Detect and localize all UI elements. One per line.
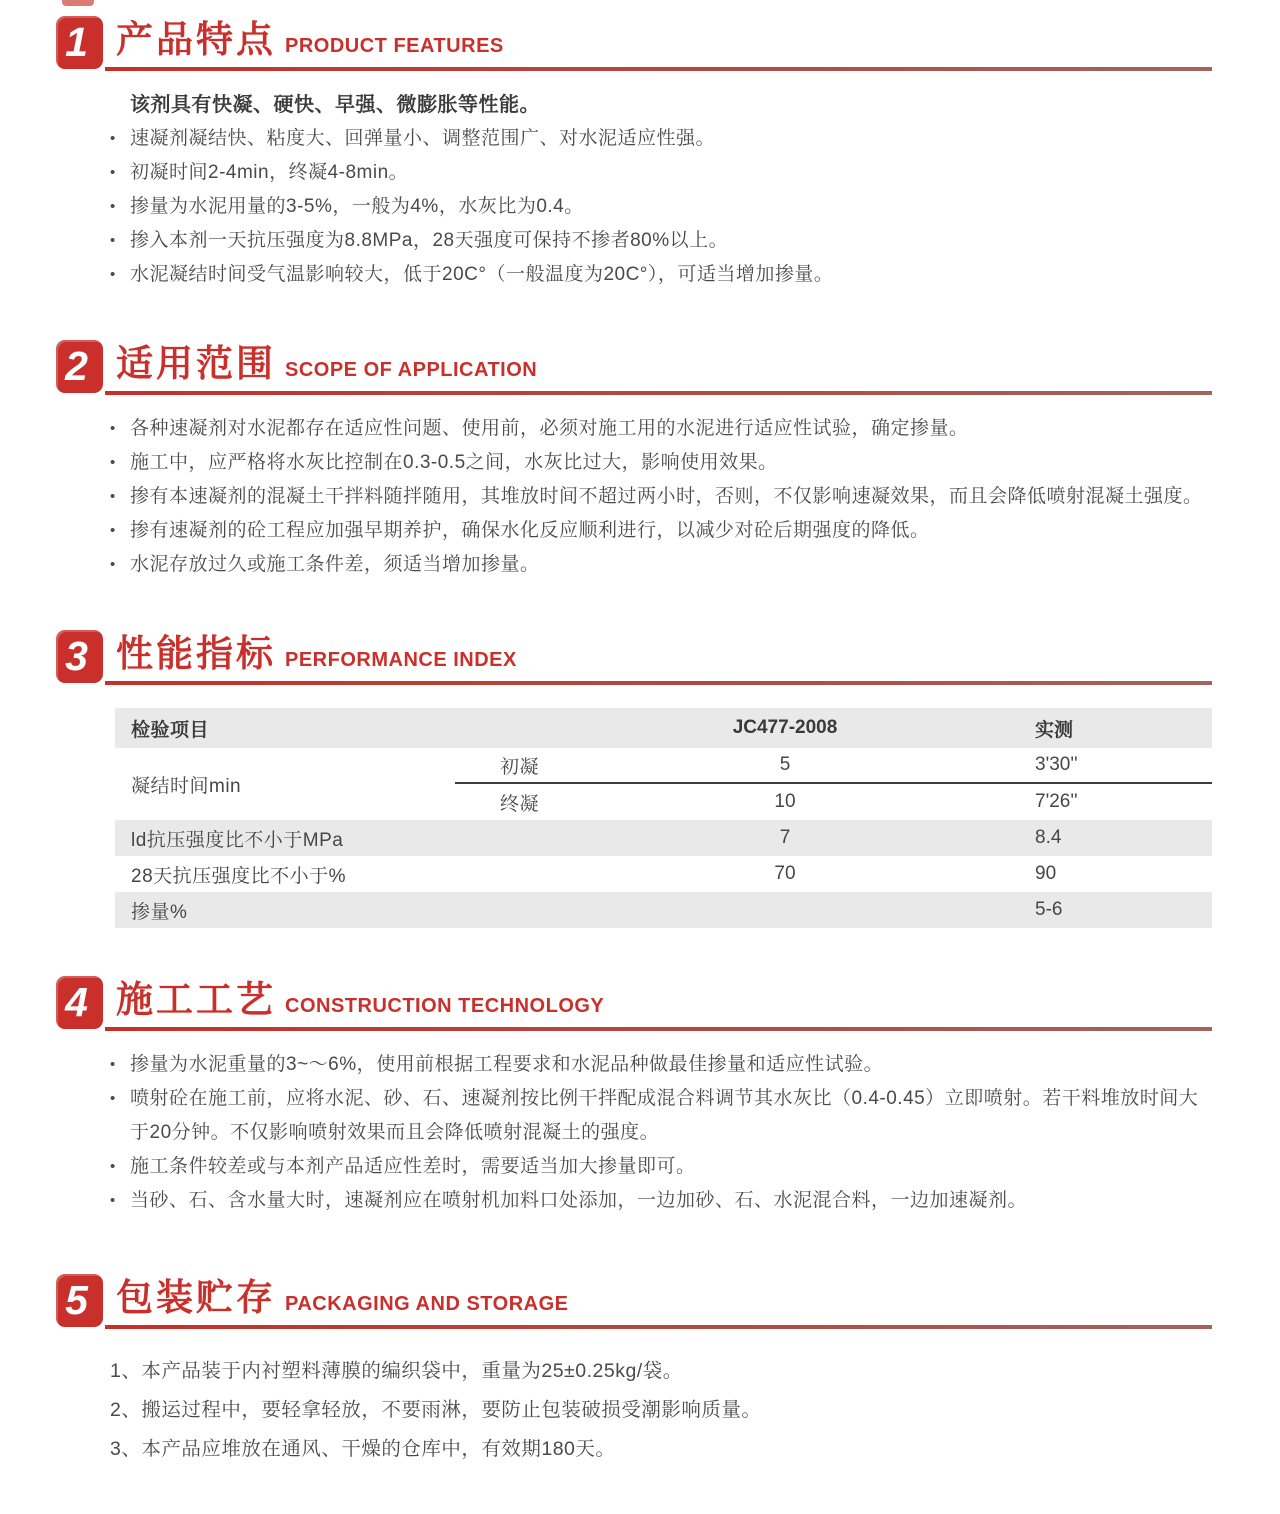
- numbered-item: 2、搬运过程中，要轻拿轻放，不要雨淋，要防止包装破损受潮影响质量。: [110, 1399, 762, 1421]
- bullet-text: 掺入本剂一天抗压强度为8.8MPa，28天强度可保持不掺者80%以上。: [130, 230, 729, 251]
- section-3-header: [56, 628, 1212, 686]
- list-item: [110, 548, 1210, 582]
- features-intro: 该剂具有快凝、硬快、早强、微膨胀等性能。: [130, 94, 540, 116]
- table-cell-measured-value: 8.4: [1035, 827, 1062, 848]
- table-header-jc477: JC477-2008: [732, 717, 838, 738]
- bullet-text: 水泥凝结时间受气温影响较大，低于20C°（一般温度为20C°），可适当增加掺量。: [130, 264, 834, 285]
- list-item: [110, 480, 1210, 514]
- bullet-dot: •: [110, 488, 116, 505]
- bullet-dot: •: [110, 198, 116, 215]
- section-title-en: PERFORMANCE INDEX: [285, 649, 517, 671]
- section-number: 5: [65, 1277, 88, 1323]
- section-number: 3: [65, 633, 88, 679]
- section-titles: [116, 333, 537, 387]
- bullet-text: 掺量为水泥重量的3~～6%，使用前根据工程要求和水泥品种做最佳掺量和适应性试验。: [130, 1054, 884, 1075]
- section-titles: [116, 1267, 568, 1321]
- table-row-initial-set: [455, 748, 1212, 784]
- table-cell-label: 掺量%: [131, 901, 188, 923]
- section-5-header: [56, 1272, 1212, 1330]
- bullet-dot: •: [110, 130, 116, 147]
- section-underline: [105, 1027, 1212, 1031]
- section-number-badge: [56, 16, 103, 69]
- table-header-measured: 实测: [1035, 719, 1074, 741]
- section-construction-technology: [0, 974, 1280, 1218]
- table-cell-label: ld抗压强度比不小于MPa: [131, 829, 344, 851]
- list-item: [110, 412, 1210, 446]
- numbered-item: 3、本产品应堆放在通风、干燥的仓库中，有效期180天。: [110, 1438, 616, 1460]
- section-scope-of-application: [0, 338, 1280, 582]
- table-header-row: [115, 708, 1212, 748]
- table-cell-measured-value: 90: [1035, 863, 1057, 884]
- bullet-text: 掺有本速凝剂的混凝土干拌料随拌随用，其堆放时间不超过两小时，否则，不仅影响速凝效果，而且会降低喷射混凝土强度。: [130, 486, 1203, 507]
- list-item: [110, 1184, 1210, 1218]
- section-5-body: [110, 1352, 1210, 1469]
- bullet-text: 掺有速凝剂的砼工程应加强早期养护，确保水化反应顺利进行，以减少对砼后期强度的降低。: [130, 520, 930, 541]
- table-cell-label: 28天抗压强度比不小于%: [131, 865, 347, 887]
- section-4-header: [56, 974, 1212, 1032]
- section-number: 4: [65, 979, 88, 1025]
- table-setting-time-block: [115, 748, 1212, 820]
- bullet-dot: •: [110, 1192, 116, 1209]
- section-title-zh: 包装贮存: [116, 1277, 276, 1318]
- bullet-dot: •: [110, 420, 116, 437]
- bullet-text: 掺量为水泥用量的3-5%，一般为4%，水灰比为0.4。: [130, 196, 584, 217]
- bullet-dot: •: [110, 454, 116, 471]
- section-title-en: SCOPE OF APPLICATION: [285, 359, 538, 381]
- bullet-dot: •: [110, 1158, 116, 1175]
- table-cell-measured-value: 5-6: [1035, 899, 1063, 920]
- table-cell-jc-value: 7: [779, 827, 791, 848]
- section-underline: [105, 681, 1212, 685]
- section-title-zh: 产品特点: [116, 19, 276, 60]
- section-2-body: [110, 412, 1210, 582]
- bullet-text: 喷射砼在施工前，应将水泥、砂、石、速凝剂按比例干拌配成混合料调节其水灰比（0.4-0.45）立即喷射。若干料堆放时间大于20分钟。不仅影响喷射效果而且会降低喷射混凝土的强度。: [130, 1088, 1199, 1143]
- bullet-text: 初凝时间2-4min，终凝4-8min。: [130, 162, 409, 183]
- section-number-badge: [56, 1274, 103, 1327]
- list-item: [110, 446, 1210, 480]
- bullet-text: 水泥存放过久或施工条件差，须适当增加掺量。: [130, 554, 540, 575]
- list-item: [110, 190, 1210, 224]
- table-cell-measured-value: 3'30'': [1035, 754, 1078, 775]
- section-title-zh: 施工工艺: [116, 979, 276, 1020]
- section-underline: [105, 391, 1212, 395]
- section-performance-index: [0, 628, 1280, 928]
- table-cell-jc-value: 10: [774, 791, 796, 812]
- table-cell-jc-value: 5: [779, 754, 791, 775]
- bullet-text: 当砂、石、含水量大时，速凝剂应在喷射机加料口处添加，一边加砂、石、水泥混合料，一边加速凝剂。: [130, 1190, 1028, 1211]
- bullet-dot: •: [110, 232, 116, 249]
- section-title-zh: 性能指标: [116, 633, 276, 674]
- bullet-text: 速凝剂凝结快、粘度大、回弹量小、调整范围广、对水泥适应性强。: [130, 128, 716, 149]
- bullet-dot: •: [110, 1056, 116, 1073]
- table-row-28d-strength: [115, 856, 1212, 892]
- section-4-body: [110, 1048, 1210, 1218]
- table-cell-jc-value: 70: [774, 863, 796, 884]
- list-item: [110, 1048, 1210, 1082]
- bullet-dot: •: [110, 522, 116, 539]
- section-number-badge: [56, 630, 103, 683]
- section-underline: [105, 67, 1212, 71]
- section-underline: [105, 1325, 1212, 1329]
- bullet-dot: •: [110, 1090, 116, 1107]
- list-item: [110, 224, 1210, 258]
- table-cell-sub-label: 终凝: [500, 793, 540, 815]
- bullet-dot: •: [110, 266, 116, 283]
- section-number-badge: [56, 340, 103, 393]
- section-product-features: [0, 14, 1280, 292]
- section-1-body: [110, 88, 1210, 292]
- section-title-en: PRODUCT FEATURES: [285, 35, 504, 57]
- list-item: [110, 122, 1210, 156]
- bullet-dot: •: [110, 556, 116, 573]
- list-item: [110, 156, 1210, 190]
- section-titles: [116, 9, 504, 63]
- section-titles: [116, 623, 517, 677]
- bullet-text: 施工中，应严格将水灰比控制在0.3-0.5之间，水灰比过大，影响使用效果。: [130, 452, 778, 473]
- table-row-final-set: [455, 784, 1212, 820]
- section-number-badge: [56, 976, 103, 1029]
- section-1-header: [56, 14, 1212, 72]
- numbered-item: 1、本产品装于内衬塑料薄膜的编织袋中，重量为25±0.25kg/袋。: [110, 1360, 683, 1382]
- section-packaging-storage: [0, 1272, 1280, 1469]
- list-item: [110, 258, 1210, 292]
- list-item: [110, 1082, 1210, 1150]
- section-titles: [116, 969, 604, 1023]
- table-header-item: 检验项目: [131, 719, 210, 741]
- list-item: [110, 514, 1210, 548]
- section-2-header: [56, 338, 1212, 396]
- section-number: 1: [65, 19, 88, 65]
- list-item: [110, 1150, 1210, 1184]
- bullet-text: 各种速凝剂对水泥都存在适应性问题、使用前，必须对施工用的水泥进行适应性试验，确定掺量。: [130, 418, 969, 439]
- section-title-en: CONSTRUCTION TECHNOLOGY: [285, 995, 605, 1017]
- table-cell-sub-label: 初凝: [500, 756, 540, 778]
- bullet-dot: •: [110, 164, 116, 181]
- table-row-1d-strength: [115, 820, 1212, 856]
- table-row-dosage: [115, 892, 1212, 928]
- section-title-zh: 适用范围: [116, 343, 276, 384]
- section-title-en: PACKAGING AND STORAGE: [285, 1293, 569, 1315]
- section-number: 2: [65, 343, 88, 389]
- page-top-artifact: [62, 0, 94, 6]
- table-cell-measured-value: 7'26'': [1035, 791, 1078, 812]
- performance-table: [115, 708, 1212, 928]
- bullet-text: 施工条件较差或与本剂产品适应性差时，需要适当加大掺量即可。: [130, 1156, 696, 1177]
- table-cell-setting-time-label: 凝结时间min: [131, 775, 242, 797]
- setting-time-subrows: [455, 748, 1212, 820]
